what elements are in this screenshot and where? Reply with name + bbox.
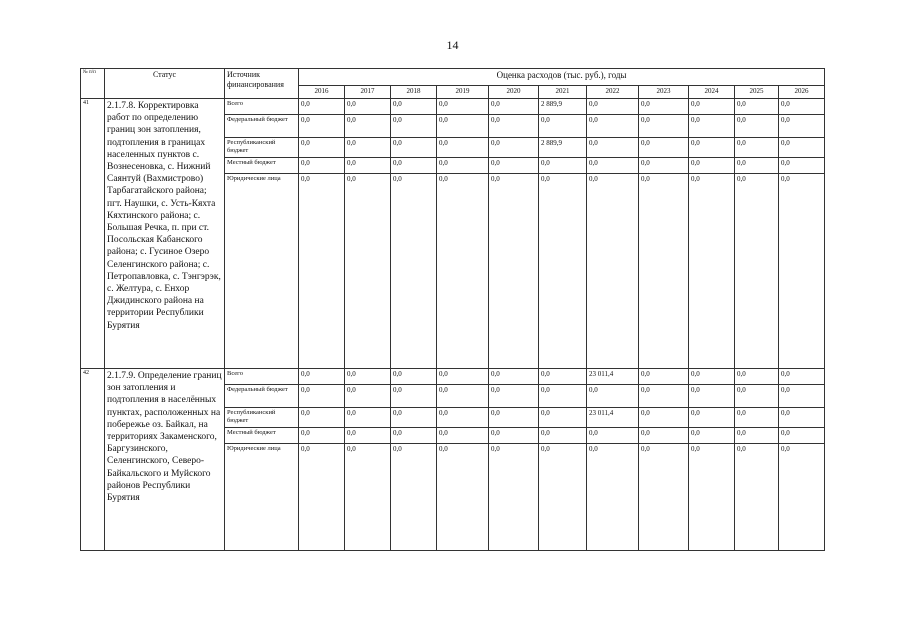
value-cell: 0,0 [735, 158, 779, 174]
value-cell: 0,0 [489, 138, 539, 158]
value-cell: 0,0 [391, 408, 437, 428]
value-cell: 0,0 [489, 385, 539, 408]
value-cell: 0,0 [345, 408, 391, 428]
header-year: 2017 [345, 86, 391, 99]
value-cell: 0,0 [689, 158, 735, 174]
value-cell: 0,0 [489, 428, 539, 444]
value-cell: 0,0 [779, 369, 825, 385]
table-body [81, 99, 825, 551]
table-row [81, 369, 825, 385]
header-year: 2018 [391, 86, 437, 99]
value-cell: 0,0 [345, 158, 391, 174]
status-cell: 2.1.7.8. Корректировка работ по определению границ зон затопления, подтопления в границах населенных пунктов с. Вознесеновка, с. Нижний Саянтуй (Вахмистрово) Тарбагатайского района; пгт. Наушки, с. Усть-Кяхта Кяхтинского района; с. Большая Речка, п. при ст. Посольская Кабанского района; с. Гусиное Озеро Селенгинского района; с. Петропавловка, с. Тэнгэрэк, с. Желтура, с. Енхор Джидинского района на территории Республики Бурятия [105, 99, 225, 369]
value-cell: 0,0 [489, 369, 539, 385]
value-cell: 0,0 [437, 99, 489, 115]
source-cell: Федеральный бюджет [225, 385, 299, 408]
value-cell: 0,0 [299, 99, 345, 115]
source-cell: Юридические лица [225, 174, 299, 369]
value-cell: 0,0 [345, 428, 391, 444]
value-cell: 0,0 [345, 385, 391, 408]
value-cell: 0,0 [299, 115, 345, 138]
source-cell: Федеральный бюджет [225, 115, 299, 138]
value-cell: 0,0 [639, 99, 689, 115]
value-cell: 0,0 [299, 428, 345, 444]
row-number: 42 [81, 369, 105, 551]
value-cell: 0,0 [345, 138, 391, 158]
value-cell: 0,0 [391, 99, 437, 115]
value-cell: 0,0 [299, 369, 345, 385]
value-cell: 0,0 [539, 444, 587, 551]
value-cell: 0,0 [391, 115, 437, 138]
value-cell: 0,0 [587, 99, 639, 115]
budget-table [80, 68, 825, 551]
value-cell: 0,0 [689, 385, 735, 408]
value-cell: 0,0 [489, 158, 539, 174]
source-cell: Республиканский бюджет [225, 138, 299, 158]
value-cell: 0,0 [587, 428, 639, 444]
value-cell: 0,0 [437, 115, 489, 138]
value-cell: 0,0 [735, 369, 779, 385]
header-year: 2025 [735, 86, 779, 99]
value-cell: 0,0 [689, 115, 735, 138]
value-cell: 2 889,9 [539, 99, 587, 115]
value-cell: 0,0 [539, 115, 587, 138]
value-cell: 0,0 [345, 115, 391, 138]
value-cell: 0,0 [391, 369, 437, 385]
value-cell: 0,0 [779, 99, 825, 115]
header-year: 2020 [489, 86, 539, 99]
value-cell: 0,0 [391, 174, 437, 369]
value-cell: 0,0 [437, 174, 489, 369]
value-cell: 0,0 [735, 174, 779, 369]
value-cell: 0,0 [639, 158, 689, 174]
value-cell: 0,0 [539, 158, 587, 174]
value-cell: 0,0 [539, 408, 587, 428]
value-cell: 23 011,4 [587, 369, 639, 385]
value-cell: 0,0 [539, 174, 587, 369]
status-cell: 2.1.7.9. Определение границ зон затопления и подтопления в населённых пунктах, расположенных на побережье оз. Байкал, на территориях Закаменского, Баргузинского, Селенгинского, Северо-Байкальского и Муйского районов Республики Бурятия [105, 369, 225, 551]
value-cell: 0,0 [345, 174, 391, 369]
value-cell: 0,0 [639, 408, 689, 428]
header-year: 2022 [587, 86, 639, 99]
value-cell: 0,0 [735, 428, 779, 444]
value-cell: 0,0 [779, 138, 825, 158]
value-cell: 0,0 [345, 99, 391, 115]
value-cell: 0,0 [587, 158, 639, 174]
value-cell: 0,0 [437, 158, 489, 174]
header-year: 2026 [779, 86, 825, 99]
value-cell: 0,0 [689, 174, 735, 369]
source-cell: Юридические лица [225, 444, 299, 551]
value-cell: 0,0 [779, 158, 825, 174]
source-cell: Всего [225, 99, 299, 115]
value-cell: 0,0 [539, 385, 587, 408]
value-cell: 0,0 [391, 444, 437, 551]
row-number: 41 [81, 99, 105, 369]
header-year: 2021 [539, 86, 587, 99]
value-cell: 0,0 [587, 115, 639, 138]
value-cell: 0,0 [437, 408, 489, 428]
value-cell: 0,0 [779, 444, 825, 551]
value-cell: 0,0 [299, 385, 345, 408]
value-cell: 0,0 [689, 138, 735, 158]
value-cell: 0,0 [735, 138, 779, 158]
value-cell: 0,0 [779, 385, 825, 408]
value-cell: 0,0 [689, 408, 735, 428]
value-cell: 23 011,4 [587, 408, 639, 428]
value-cell: 0,0 [299, 138, 345, 158]
value-cell: 0,0 [587, 444, 639, 551]
value-cell: 0,0 [735, 99, 779, 115]
table-row [81, 99, 825, 115]
value-cell: 0,0 [345, 369, 391, 385]
value-cell: 0,0 [639, 174, 689, 369]
value-cell: 0,0 [437, 385, 489, 408]
header-num: № п/п [81, 69, 105, 99]
source-cell: Всего [225, 369, 299, 385]
source-cell: Местный бюджет [225, 428, 299, 444]
value-cell: 0,0 [539, 369, 587, 385]
value-cell: 0,0 [587, 138, 639, 158]
value-cell: 0,0 [779, 174, 825, 369]
value-cell: 0,0 [639, 444, 689, 551]
value-cell: 0,0 [639, 385, 689, 408]
value-cell: 0,0 [639, 428, 689, 444]
value-cell: 0,0 [299, 408, 345, 428]
value-cell: 0,0 [689, 428, 735, 444]
value-cell: 0,0 [299, 158, 345, 174]
value-cell: 0,0 [299, 444, 345, 551]
page-number: 14 [446, 38, 459, 52]
value-cell: 0,0 [345, 444, 391, 551]
header-year: 2016 [299, 86, 345, 99]
value-cell: 2 889,9 [539, 138, 587, 158]
header-estimate: Оценка расходов (тыс. руб.), годы [299, 69, 825, 86]
value-cell: 0,0 [639, 115, 689, 138]
value-cell: 0,0 [587, 174, 639, 369]
value-cell: 0,0 [779, 115, 825, 138]
value-cell: 0,0 [437, 369, 489, 385]
value-cell: 0,0 [489, 174, 539, 369]
value-cell: 0,0 [437, 138, 489, 158]
value-cell: 0,0 [489, 99, 539, 115]
header-source: Источник финансирования [225, 69, 299, 99]
value-cell: 0,0 [639, 138, 689, 158]
table-header [81, 69, 825, 99]
value-cell: 0,0 [391, 385, 437, 408]
value-cell: 0,0 [299, 174, 345, 369]
value-cell: 0,0 [735, 115, 779, 138]
header-year: 2023 [639, 86, 689, 99]
value-cell: 0,0 [639, 369, 689, 385]
value-cell: 0,0 [689, 444, 735, 551]
value-cell: 0,0 [689, 369, 735, 385]
header-status: Статус [105, 69, 225, 99]
value-cell: 0,0 [689, 99, 735, 115]
value-cell: 0,0 [735, 385, 779, 408]
value-cell: 0,0 [437, 428, 489, 444]
value-cell: 0,0 [735, 444, 779, 551]
value-cell: 0,0 [391, 138, 437, 158]
value-cell: 0,0 [437, 444, 489, 551]
header-year: 2024 [689, 86, 735, 99]
source-cell: Местный бюджет [225, 158, 299, 174]
value-cell: 0,0 [391, 158, 437, 174]
source-cell: Республиканский бюджет [225, 408, 299, 428]
value-cell: 0,0 [489, 115, 539, 138]
header-year: 2019 [437, 86, 489, 99]
value-cell: 0,0 [489, 444, 539, 551]
value-cell: 0,0 [539, 428, 587, 444]
value-cell: 0,0 [779, 408, 825, 428]
value-cell: 0,0 [735, 408, 779, 428]
value-cell: 0,0 [391, 428, 437, 444]
value-cell: 0,0 [779, 428, 825, 444]
value-cell: 0,0 [587, 385, 639, 408]
value-cell: 0,0 [489, 408, 539, 428]
